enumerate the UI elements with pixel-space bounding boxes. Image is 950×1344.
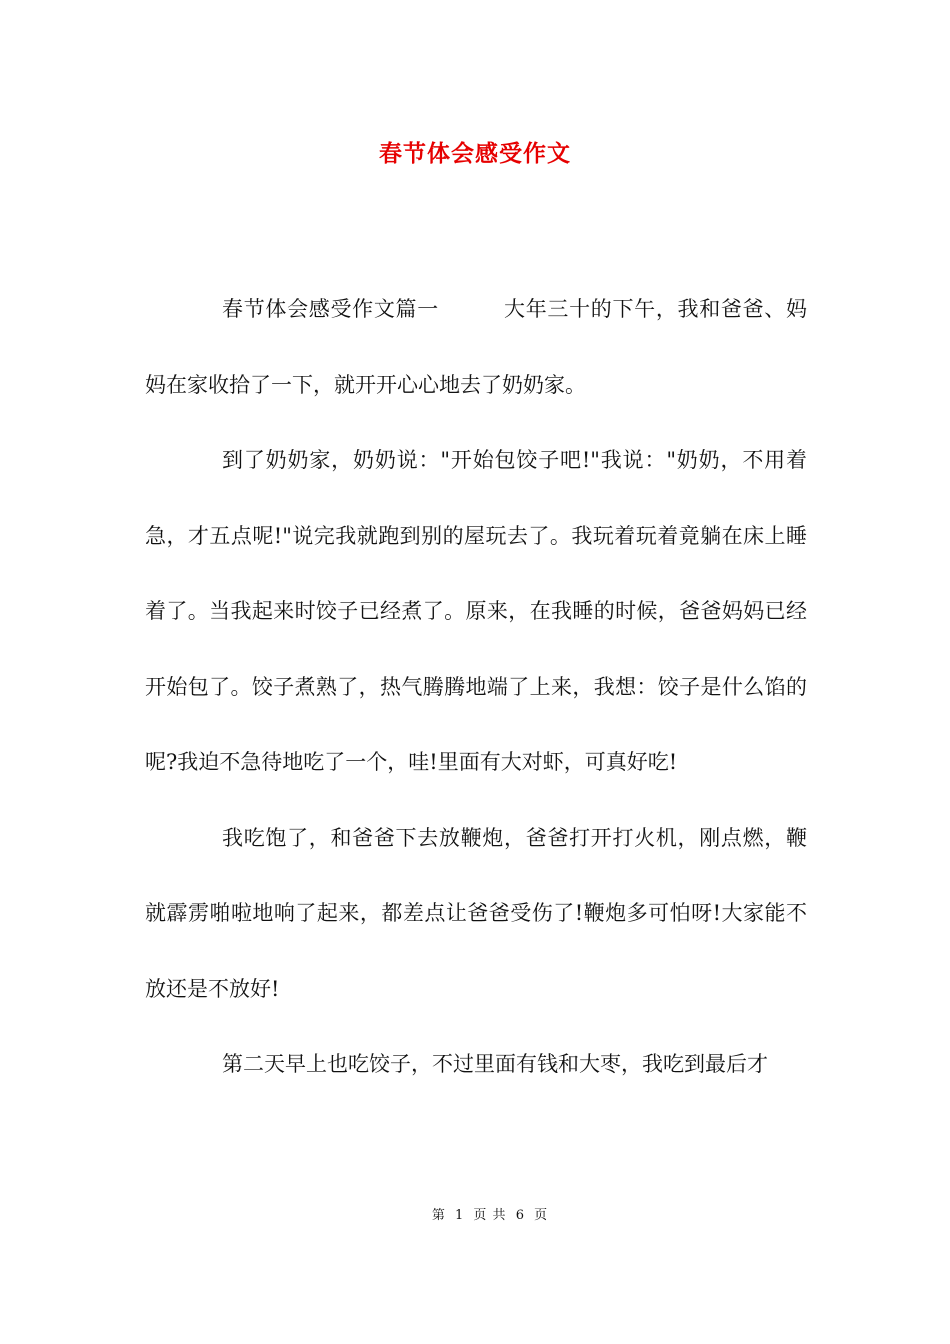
footer-current-page: 1 — [455, 1208, 465, 1223]
document-body — [145, 272, 807, 1103]
page-footer — [0, 1206, 950, 1226]
footer-total-pages: 6 — [515, 1208, 525, 1223]
footer-prefix: 第 — [431, 1208, 446, 1223]
footer-suffix: 页 — [534, 1208, 549, 1223]
paragraph-1: 春节体会感受作文篇一 大年三十的下午，我和爸爸、妈妈在家收拾了一下，就开开心心地去了奶奶家。 — [145, 297, 807, 397]
paragraph-3: 我吃饱了，和爸爸下去放鞭炮，爸爸打开打火机，刚点燃，鞭就霹雳啪啦地响了起来，都差点让爸爸受伤了!鞭炮多可怕呀!大家能不放还是不放好! — [145, 825, 807, 1001]
paragraph-4: 第二天早上也吃饺子，不过里面有钱和大枣，我吃到最后才 — [222, 1052, 768, 1076]
footer-middle: 页 共 — [473, 1208, 507, 1223]
paragraph-2: 到了奶奶家，奶奶说："开始包饺子吧!"我说："奶奶，不用着急，才五点呢!"说完我就跑到别的屋玩去了。我玩着玩着竟躺在床上睡着了。当我起来时饺子已经煮了。原来，在我睡的时候，爸爸妈妈已经开始包了。饺子煮熟了，热气腾腾地端了上来，我想：饺子是什么馅的呢?我迫不急待地吃了一个，哇!里面有大对虾，可真好吃! — [145, 448, 807, 774]
document-title: 春节体会感受作文 — [379, 140, 571, 167]
